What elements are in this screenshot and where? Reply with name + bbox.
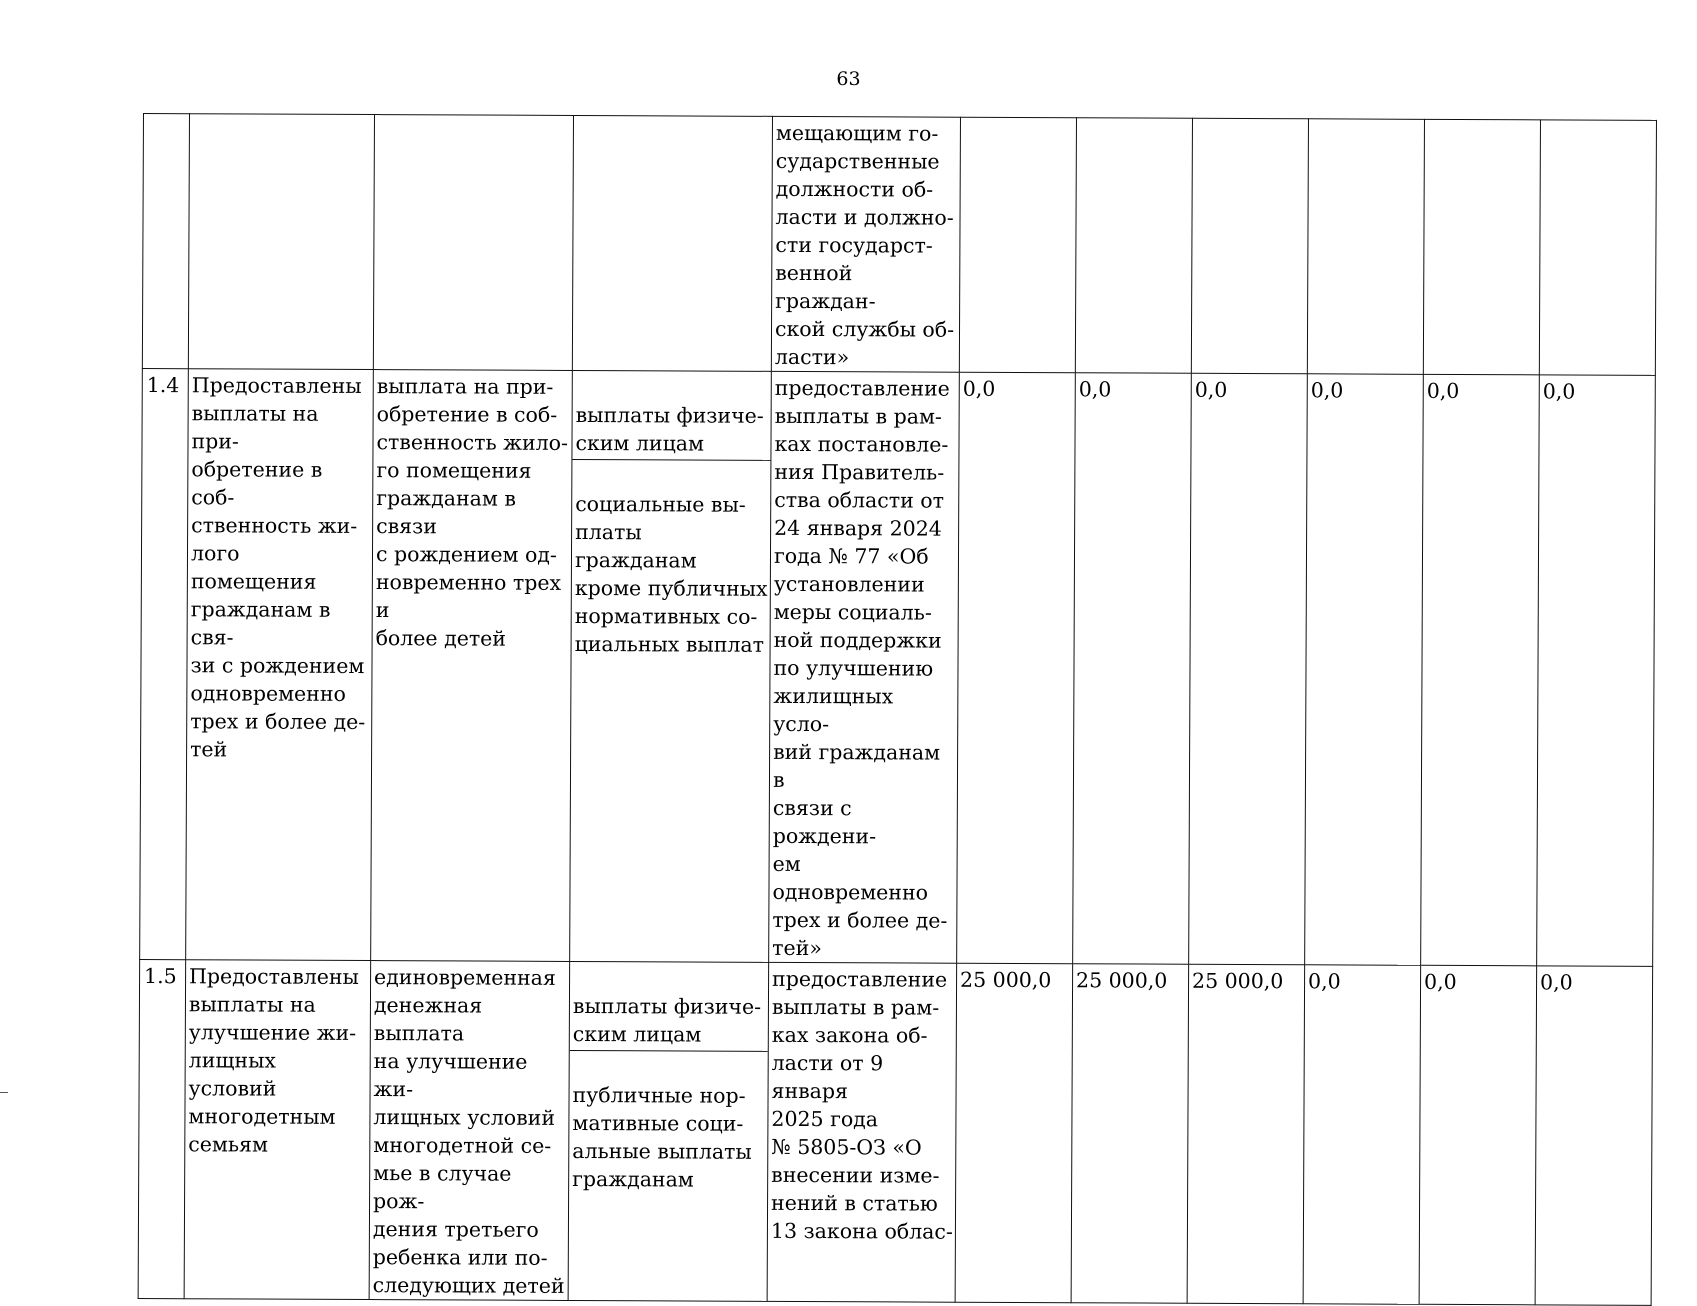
measure-cell: выплата на при- обретение в соб- ственность жило- го помещения гражданам в связи с рождением од- новременно трех и более детей xyxy=(371,370,573,962)
value-cell xyxy=(1075,118,1192,374)
result-cell: Предоставлены выплаты на при- обретение в соб- ственность жи- лого помещения гражданам в свя- зи с рождением одновременно трех и более де- тей xyxy=(186,369,374,961)
measure-cell: единовременная денежная выплата на улучшение жи- лищных условий многодетной се- мье в случае рож- дения третьего ребенка или по- следующих детей xyxy=(369,961,570,1301)
expense-type-bottom: публичные нор- мативные соци- альные выплаты гражданам xyxy=(572,1082,752,1192)
row-number-cell xyxy=(142,114,189,369)
expense-type-cell xyxy=(572,115,772,371)
value-cell xyxy=(1539,120,1656,376)
table-row xyxy=(142,114,1656,376)
expense-type-cell xyxy=(568,961,769,1301)
value-cell: 0,0 xyxy=(1303,965,1421,1305)
basis-cell: предоставление выплаты в рам- ках постановле- ния Правитель- ства области от 24 января 2024 года № 77 «Об установлении меры социаль- ной поддержки по улучшению жилищных усло- вий гражданам в связи с рождени- ем одновременно трех и более де- тей» xyxy=(769,371,960,963)
basis-cell: мещающим го- сударственные должности об- ласти и должно- сти государст- венной граждан- ской службы об- ласти» xyxy=(771,116,960,372)
value-cell xyxy=(1423,119,1540,375)
value-cell: 25 000,0 xyxy=(955,963,1073,1303)
expense-type-bottom: социальные вы- платы гражданам кроме публичных нормативных со- циальных выплат xyxy=(574,491,768,657)
measure-cell xyxy=(373,115,573,371)
expense-type-cell xyxy=(570,370,772,962)
result-cell xyxy=(188,114,374,370)
table-row xyxy=(140,368,1656,966)
value-cell: 0,0 xyxy=(1537,375,1656,967)
budget-table xyxy=(138,113,1657,1306)
value-cell: 0,0 xyxy=(1189,373,1308,965)
value-cell: 0,0 xyxy=(957,372,1076,964)
margin-tick-mark xyxy=(0,1092,8,1093)
value-cell: 0,0 xyxy=(1535,966,1653,1306)
expense-type-top: выплаты физиче- ским лицам xyxy=(572,399,770,461)
value-cell xyxy=(1191,118,1308,374)
basis-cell: предоставление выплаты в рам- ках закона об- ласти от 9 января 2025 года № 5805-ОЗ «О внесении изме- нений в статью 13 закона облас- xyxy=(767,962,957,1302)
row-number-cell: 1.5 xyxy=(138,959,186,1298)
page-number: 63 xyxy=(836,68,861,90)
row-number-cell: 1.4 xyxy=(140,368,189,959)
table-row xyxy=(138,959,1653,1305)
value-cell: 0,0 xyxy=(1421,374,1540,966)
value-cell: 25 000,0 xyxy=(1187,964,1305,1304)
value-cell xyxy=(959,117,1076,373)
value-cell: 0,0 xyxy=(1419,965,1537,1305)
value-cell: 0,0 xyxy=(1073,373,1192,965)
expense-type-top: выплаты физиче- ским лицам xyxy=(570,990,768,1052)
result-cell: Предоставлены выплаты на улучшение жи- лищных условий многодетным семьям xyxy=(184,960,371,1300)
value-cell: 25 000,0 xyxy=(1071,964,1189,1304)
value-cell: 0,0 xyxy=(1305,374,1424,966)
value-cell xyxy=(1307,119,1424,375)
